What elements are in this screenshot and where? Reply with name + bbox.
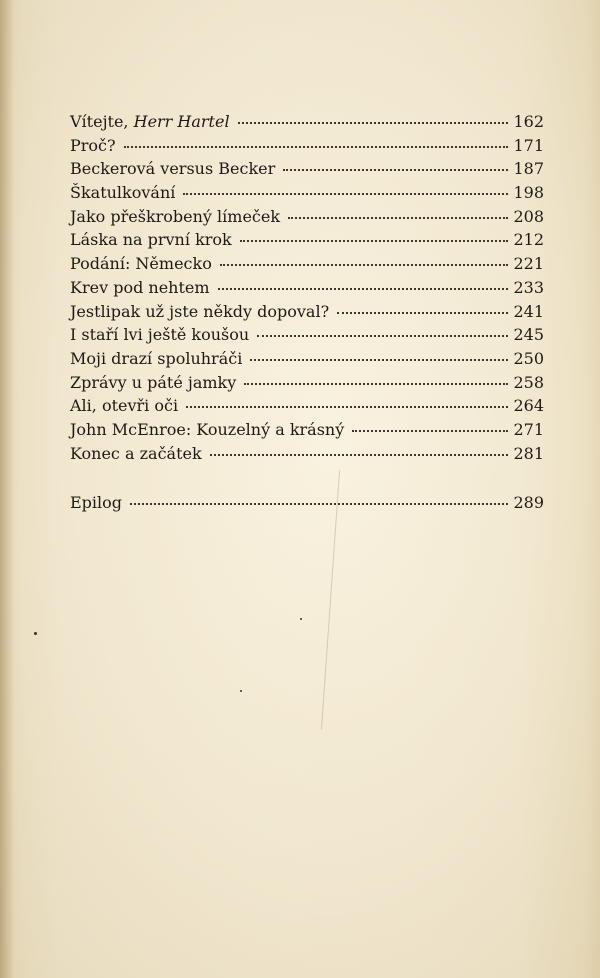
- toc-page-number: 245: [513, 325, 544, 345]
- toc-entry-title-italic: Herr Hartel: [133, 112, 230, 131]
- toc-entry-title: Zprávy u páté jamky: [70, 372, 237, 392]
- toc-page-number: 281: [513, 443, 544, 463]
- toc-entry-title: Jako přeškrobený límeček: [70, 206, 281, 226]
- dot-leader: [210, 454, 508, 456]
- toc-entry-title: Beckerová versus Becker: [70, 159, 276, 179]
- toc-page-number: 187: [513, 159, 544, 179]
- toc-entry: [70, 278, 544, 302]
- toc-entry: [70, 230, 544, 254]
- dot-leader: [124, 146, 508, 148]
- toc-page-number: 198: [513, 183, 544, 203]
- toc-entry-title: Láska na první krok: [70, 230, 232, 250]
- toc-entry: [70, 183, 544, 207]
- toc-entry: [70, 325, 544, 349]
- section-gap: [70, 467, 544, 493]
- ink-speck: [240, 690, 242, 692]
- toc-entry-title: Krev pod nehtem: [70, 277, 210, 297]
- toc-entry: [70, 207, 544, 231]
- toc-entry: [70, 136, 544, 160]
- toc-entry-title: I staří lvi ještě koušou: [70, 325, 250, 345]
- toc-entry-title: John McEnroe: Kouzelný a krásný: [70, 419, 345, 439]
- toc-entry: [70, 420, 544, 444]
- dot-leader: [130, 503, 508, 505]
- dot-leader: [183, 193, 508, 195]
- dot-leader: [337, 312, 508, 314]
- toc-entry-title: Škatulkování: [70, 183, 176, 203]
- toc-entry: [70, 349, 544, 373]
- dot-leader: [288, 217, 508, 219]
- toc-entry: [70, 444, 544, 468]
- toc-page-number: 264: [513, 396, 544, 416]
- toc-entry-title: Konec a začátek: [70, 443, 202, 463]
- toc-entry: [70, 112, 544, 136]
- toc-entry-title: Moji drazí spoluhráči: [70, 348, 243, 368]
- toc-entry: [70, 302, 544, 326]
- dot-leader: [352, 430, 508, 432]
- toc-page-number: 258: [513, 372, 544, 392]
- toc-page-number: 241: [513, 301, 544, 321]
- toc-entry: [70, 159, 544, 183]
- toc-entry-title: Vítejte, Herr Hartel: [70, 112, 230, 131]
- toc-page-number: 221: [513, 254, 544, 274]
- dot-leader: [220, 264, 508, 266]
- toc-page-number: 171: [513, 135, 544, 155]
- ink-speck: [300, 618, 302, 620]
- dot-leader: [238, 122, 508, 124]
- toc-entry-epilog: [70, 493, 544, 517]
- dot-leader: [257, 335, 508, 337]
- toc-page-number: 208: [513, 206, 544, 226]
- dot-leader: [218, 288, 508, 290]
- toc-page-number: 250: [513, 348, 544, 368]
- table-of-contents: [70, 112, 544, 517]
- ink-speck: [34, 632, 37, 635]
- toc-page-number: 289: [513, 493, 544, 513]
- toc-page-number: 212: [513, 230, 544, 250]
- dot-leader: [240, 240, 508, 242]
- toc-entry-title: Epilog: [70, 493, 123, 513]
- dot-leader: [186, 406, 508, 408]
- toc-entry: [70, 396, 544, 420]
- toc-entry: [70, 254, 544, 278]
- dot-leader: [244, 383, 508, 385]
- toc-entry-title: Podání: Německo: [70, 254, 212, 274]
- toc-page-number: 233: [513, 277, 544, 297]
- toc-entry-title: Proč?: [70, 135, 116, 155]
- toc-page-number: 271: [513, 419, 544, 439]
- dot-leader: [283, 169, 508, 171]
- toc-page-number: 162: [513, 112, 544, 131]
- toc-entry-title: Jestlipak už jste někdy dopoval?: [70, 301, 330, 321]
- toc-entry-title: Ali, otevři oči: [70, 396, 179, 416]
- spine-shadow: [0, 0, 14, 978]
- toc-entry: [70, 373, 544, 397]
- dot-leader: [250, 359, 508, 361]
